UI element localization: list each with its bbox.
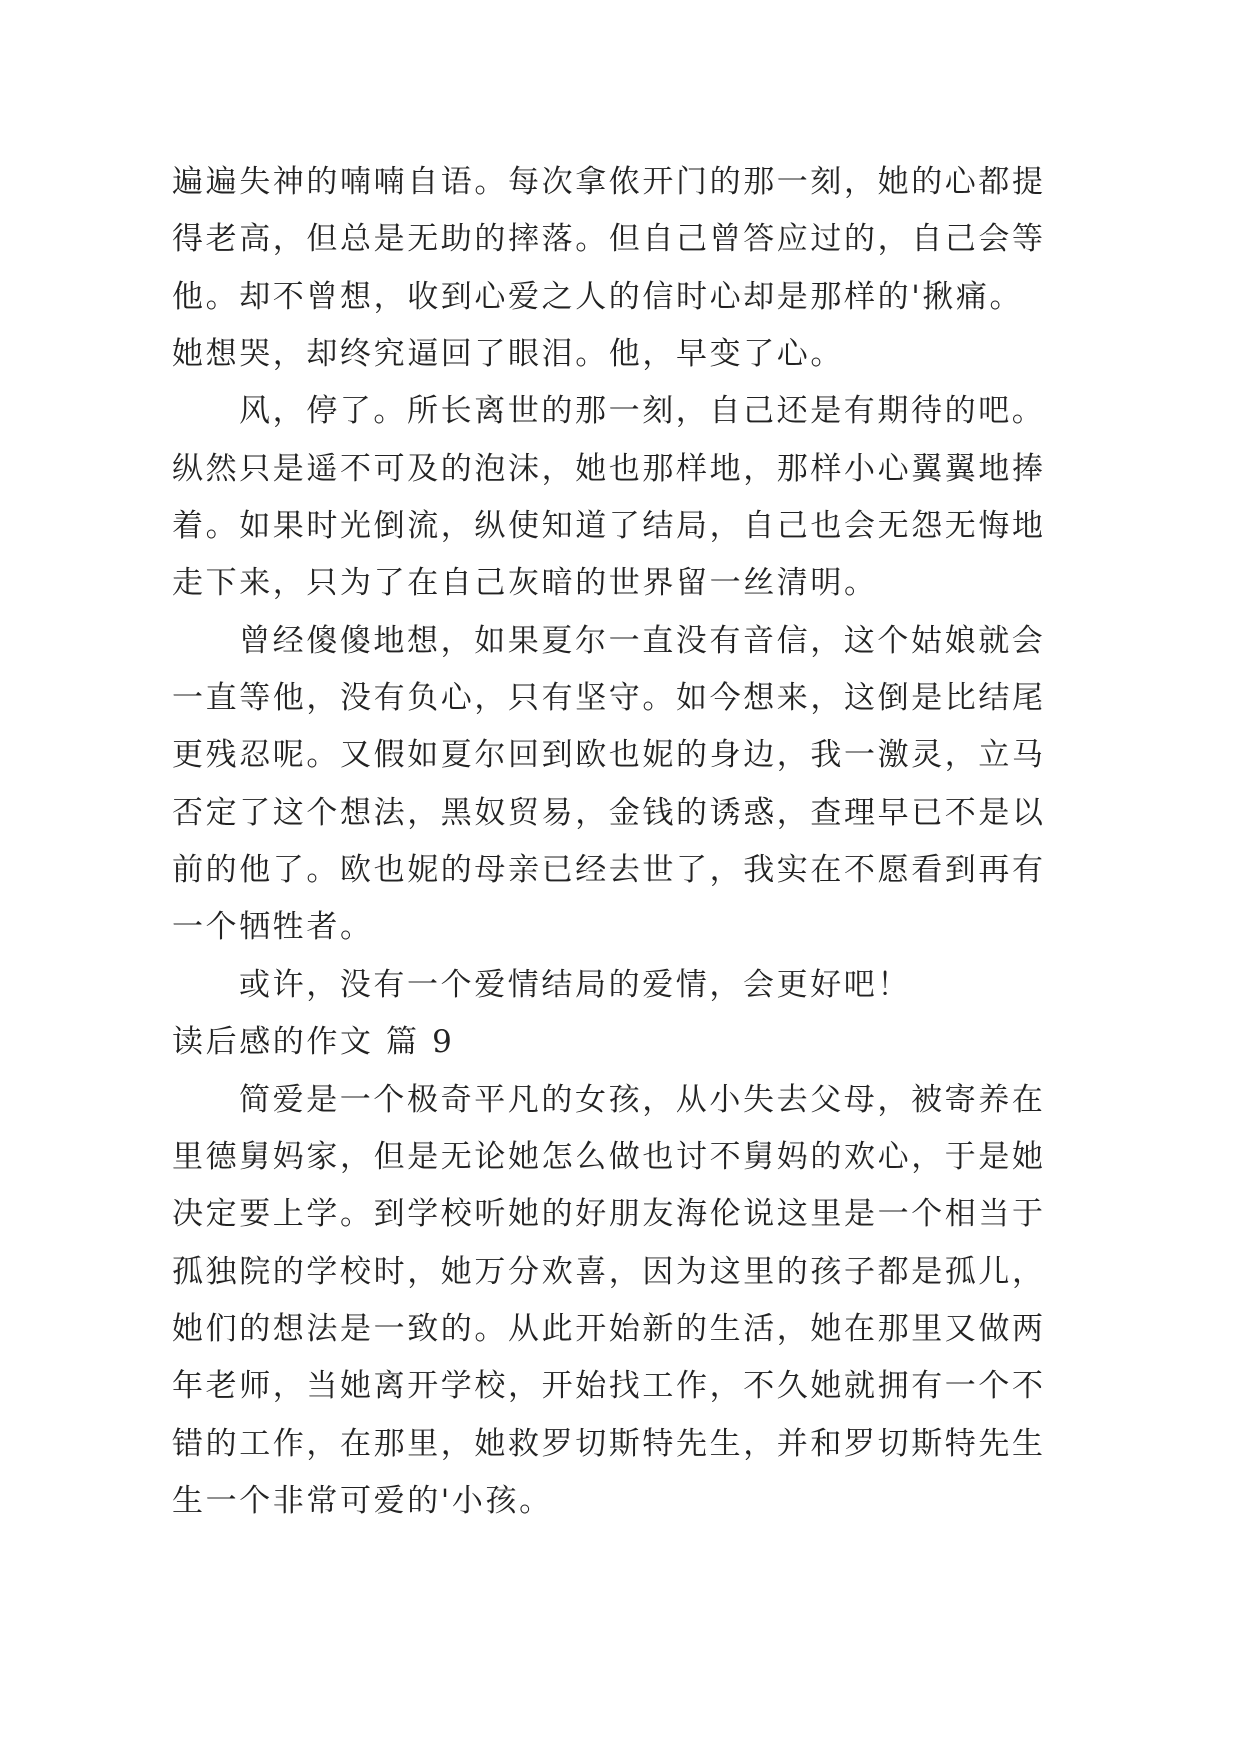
text-line: 决定要上学。到学校听她的好朋友海伦说这里是一个相当于 [172,1196,1046,1233]
text-line: 他。却不曾想，收到心爱之人的信时心却是那样的'揪痛。 [172,278,1024,315]
paragraph [172,613,1072,957]
text-line: 一个牺牲者。 [172,909,374,946]
text-line: 里德舅妈家，但是无论她怎么做也讨不舅妈的欢心，于是她 [172,1138,1046,1175]
text-line: 她们的想法是一致的。从此开始新的生活，她在那里又做两 [172,1310,1046,1347]
text-line: 孤独院的学校时，她万分欢喜，因为这里的孩子都是孤儿， [172,1253,1046,1290]
text-line: 走下来，只为了在自己灰暗的世界留一丝清明。 [172,565,878,602]
paragraph [172,1072,1072,1531]
text-line: 生一个非常可爱的'小孩。 [172,1482,553,1519]
text-line: 更残忍呢。又假如夏尔回到欧也妮的身边，我一激灵，立马 [172,737,1046,774]
text-line: 得老高，但总是无助的摔落。但自己曾答应过的，自己会等 [172,221,1046,258]
text-line: 错的工作，在那里，她救罗切斯特先生，并和罗切斯特先生 [172,1425,1046,1462]
text-line: 年老师，当她离开学校，开始找工作，不久她就拥有一个不 [172,1368,1046,1405]
text-line: 简爱是一个极奇平凡的女孩，从小失去父母，被寄养在 [239,1081,1046,1118]
document-body [172,154,1072,1530]
text-line: 着。如果时光倒流，纵使知道了结局，自己也会无怨无悔地 [172,508,1046,545]
section-heading-text: 读后感的作文 篇 9 [172,1024,455,1061]
text-line: 否定了这个想法，黑奴贸易，金钱的诱惑，查理早已不是以 [172,794,1046,831]
paragraph [172,957,1072,1014]
text-line: 曾经傻傻地想，如果夏尔一直没有音信，这个姑娘就会 [239,622,1046,659]
paragraph [172,154,1072,383]
paragraph [172,383,1072,612]
text-line: 风，停了。所长离世的那一刻，自己还是有期待的吧。 [239,393,1046,430]
section-heading [172,1014,1072,1071]
text-line: 前的他了。欧也妮的母亲已经去世了，我实在不愿看到再有 [172,852,1046,889]
text-line: 或许，没有一个爱情结局的爱情，会更好吧！ [239,966,911,1003]
text-line: 她想哭，却终究逼回了眼泪。他，早变了心。 [172,336,844,373]
text-line: 一直等他，没有负心，只有坚守。如今想来，这倒是比结尾 [172,680,1046,717]
text-line: 纵然只是遥不可及的泡沫，她也那样地，那样小心翼翼地捧 [172,450,1046,487]
text-line: 遍遍失神的喃喃自语。每次拿侬开门的那一刻，她的心都提 [172,164,1046,200]
